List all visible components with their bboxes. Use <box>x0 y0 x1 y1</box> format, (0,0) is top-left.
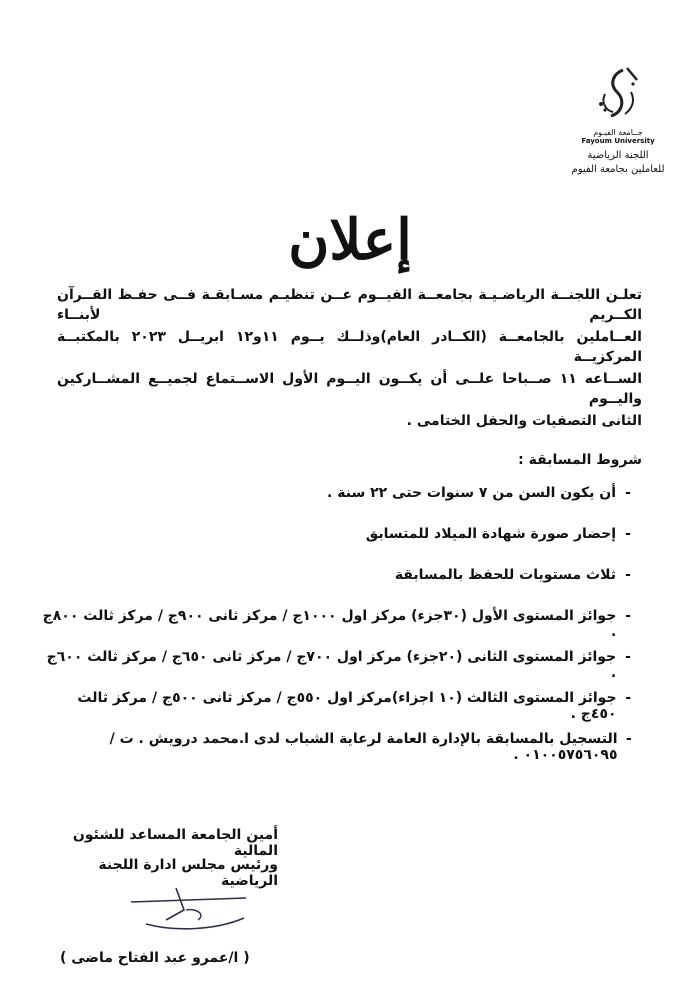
bullet-dash: - <box>625 526 631 542</box>
condition-item <box>40 608 640 649</box>
committee-line-2: للعاملين بجامعة الفيوم <box>571 164 665 175</box>
body-line-2: العــاملين بالجامعــة (الكــادر العام)وذلــك يــوم ١١و١٢ ابريــل ٢٠٢٣ بالمكتبــة المركزيــة <box>57 329 642 365</box>
committee-line-1: اللجنة الرياضية <box>587 150 649 161</box>
conditions-title: شروط المسابقة : <box>518 452 642 468</box>
condition-item <box>40 485 640 526</box>
condition-text: أن يكون السن من ٧ سنوات حتى ٢٢ سنة . <box>327 485 616 501</box>
signature-block <box>48 827 278 887</box>
condition-item <box>40 731 640 772</box>
university-name-en: Fayoum University <box>581 137 655 145</box>
committee-name <box>568 149 668 177</box>
handwritten-signature-icon <box>126 880 256 940</box>
bullet-dash: - <box>625 649 631 665</box>
condition-text: جوائز المستوى الثالث (١٠ اجزاء)مركز اول ٥٥٠ج / مركز ثانى ٥٠٠ج / مركز ثالث ٤٥٠ج . <box>77 690 617 722</box>
condition-item <box>40 567 640 608</box>
header-logo-block <box>568 62 668 177</box>
university-name-ar: جــامعة الفيـوم <box>593 128 643 137</box>
condition-item <box>40 526 640 567</box>
condition-text: إحضار صورة شهادة الميلاد للمتسابق <box>365 526 616 542</box>
fayoum-university-logo-icon <box>583 62 653 132</box>
condition-text: جوائز المستوى الثانى (٢٠جزء) مركز اول ٧٠٠ج / مركز ثانى ٦٥٠ج / مركز ثالث ٦٠٠ج . <box>46 649 617 681</box>
announcement-title: إعلان <box>288 207 412 273</box>
condition-text: جوائز المستوى الأول (٣٠جزء) مركز اول ١٠٠٠ج / مركز ثانى ٩٠٠ج / مركز ثالث ٨٠٠ج . <box>42 608 617 640</box>
bullet-dash: - <box>625 690 632 706</box>
body-line-3: الســاعه ١١ صــباحا علــى أن يكــون اليــوم الأول الاســتماع لجميــع المشــاركين واليــوم <box>57 371 642 407</box>
signatory-title-2: ورئيس مجلس ادارة اللجنة الرياضية <box>98 857 278 889</box>
condition-item <box>40 649 640 690</box>
condition-item <box>40 690 640 731</box>
conditions-list <box>40 485 640 772</box>
bullet-dash: - <box>625 567 631 583</box>
condition-text: التسجيل بالمسابقة بالإدارة العامة لرعاية الشباب لدى ا.محمد درويش . ت / ٠١٠٠٥٧٥٦٠٩٥ . <box>109 731 618 763</box>
bullet-dash: - <box>625 608 632 624</box>
body-line-4: الثانى التصفيات والحفل الختامى . <box>406 413 642 429</box>
bullet-dash: - <box>625 731 632 747</box>
signatory-title-1: أمين الجامعة المساعد للشئون المالية <box>72 827 278 859</box>
bullet-dash: - <box>625 485 631 501</box>
condition-text: ثلاث مستويات للحفظ بالمسابقة <box>394 567 616 583</box>
body-line-1: تعلـن اللجنــة الرياضـيـة بجامعــة الفيــوم عــن تنظيـم مسـابقـة فــى حفـظ القــرآن الكــريم لأبنــاء <box>57 287 642 323</box>
signatory-name: ( ا/عمرو عبد الفتاح ماضى ) <box>60 950 250 966</box>
